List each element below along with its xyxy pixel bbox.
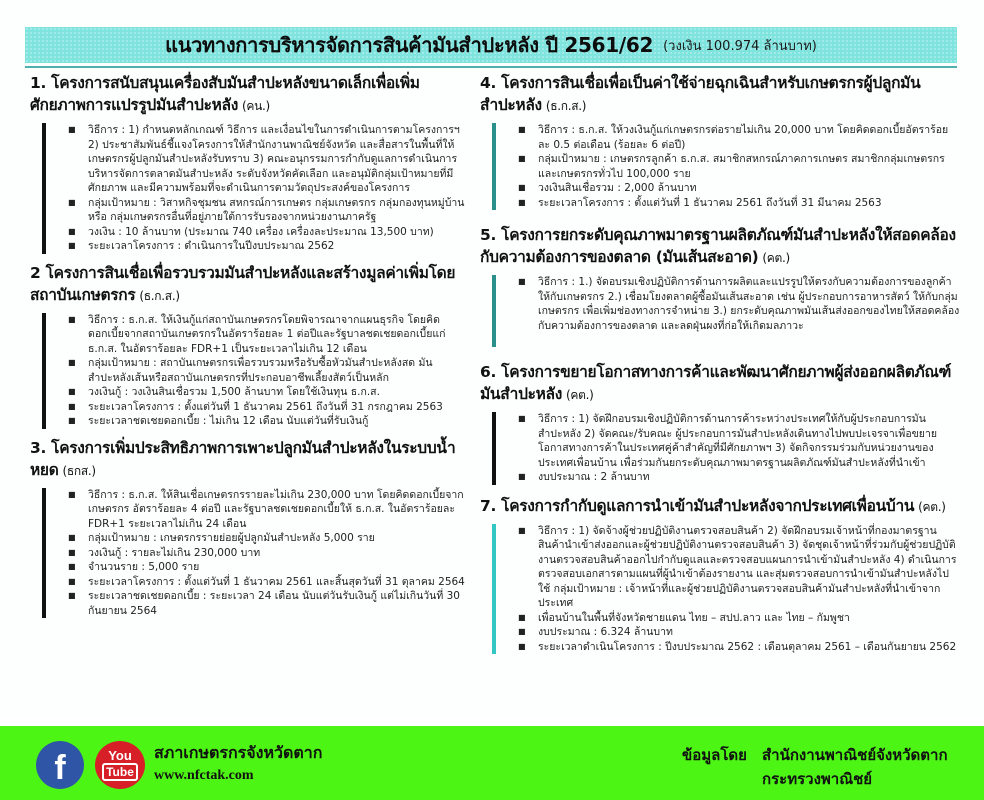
section-agency: (ธ.ก.ส.) [139,288,180,303]
bullet-text: วงเงินกู้ : รายละไม่เกิน 230,000 บาท [88,546,261,559]
bullet-icon: ■ [68,358,76,367]
list-item [68,589,472,618]
list-item [68,356,472,385]
title-banner [25,27,957,63]
facebook-icon[interactable] [36,741,84,789]
bullet-icon: ■ [518,183,526,192]
section-agency: (คต.) [762,251,790,265]
section-title [480,72,960,117]
list-item [68,488,472,532]
bullet-text: จำนวนราย : 5,000 ราย [88,561,200,573]
bullet-icon: ■ [68,547,76,557]
section-title-text: 3. โครงการเพิ่มประสิทธิภาพการเพาะปลูกมันสำปะหลังในระบบน้ำหยด [30,438,456,479]
list-item [518,181,960,196]
bullet-text: ระยะเวลาโครงการ : ตั้งแต่วันที่ 1 ธันวาคม 2561 และสิ้นสุดวันที่ 31 ตุลาคม 2564 [88,575,465,588]
bullet-text: วงเงิน : 10 ล้านบาท (ประมาณ 740 เครื่อง เครื่องละประมาณ 13,500 บาท) [88,225,434,238]
left-column [30,72,472,628]
section-title-text: 4. โครงการสินเชื่อเพื่อเป็นค่าใช้จ่ายฉุกเฉินสำหรับเกษตรกรผู้ปลูกมันสำปะหลัง [480,74,921,114]
section-2 [30,262,472,429]
bullet-text: วิธีการ : 1) กำหนดหลักเกณฑ์ วิธีการ และเงื่อนไขในการดำเนินการตามโครงการฯ 2) ประชาสัมพันธ์ชี้แจงโครงการให้สำนักงานพาณิชย์จังหวัด และสื่อสารในพื้นที่ให้เกษตรกรผู้ปลูกมันสำปะหลังรับทราบ 3) คณะอนุกรรมการกำกับดูแลการดำเนินการบริหารจัดการตลาดมันสำปะหลัง ระดับจังหวัดคัดเลือก และอนุมัติกลุ่มเป้าหมายที่มีศักยภาพ และมีความพร้อมที่จะดำเนินการตามวัตถุประสงค์ของโครงการ [88,124,460,194]
section-title [30,262,472,307]
section-agency: (คต.) [566,388,594,402]
bullet-icon: ■ [68,197,76,207]
list-item [68,531,472,546]
list-item [518,611,960,626]
bullet-text: งบประมาณ : 2 ล้านบาท [538,471,650,483]
org-website-link[interactable]: www.nfctak.com [154,768,254,783]
bullet-text: ระยะเวลาโครงการ : ดำเนินการในปีงบประมาณ 2562 [88,240,335,252]
youtube-you-text: You [108,748,132,763]
section-body [492,524,960,655]
section-title [30,437,472,482]
list-item [518,640,960,655]
bullet-icon: ■ [68,401,76,411]
bullet-text: กลุ่มเป้าหมาย : วิสาหกิจชุมชน สหกรณ์การเกษตร กลุ่มเกษตรกร กลุ่มกองทุนหมู่บ้าน หรือ กลุ่มเกษตรกรอื่นที่อยู่ภายใต้การรับรองจากหน่วยงานภาครัฐ [88,196,465,223]
bullet-icon: ■ [68,125,76,134]
bullet-icon: ■ [68,489,76,499]
section-title-text: 7. โครงการกำกับดูแลการนำเข้ามันสำปะหลังจากประเทศเพื่อนบ้าน [480,496,915,515]
section-6 [480,361,960,485]
bullet-text: ระยะเวลาดำเนินโครงการ : ปีงบประมาณ 2562 : เดือนตุลาคม 2561 – เดือนกันยายน 2562 [538,640,957,653]
section-7 [480,495,960,655]
bullet-text: เพื่อนบ้านในพื้นที่จังหวัดชายแดน ไทย – สปป.ลาว และ ไทย – กัมพูชา [538,611,850,624]
list-item [68,239,472,254]
list-item [518,470,960,485]
list-item [518,152,960,181]
list-item [68,400,472,415]
list-item [518,412,960,470]
bullet-text: วงเงินสินเชื่อรวม : 2,000 ล้านบาท [538,182,697,194]
section-agency: (คต.) [918,499,946,514]
youtube-tube-text: Tube [102,763,138,781]
bullet-icon: ■ [518,277,526,286]
section-title-text: 1. โครงการสนับสนุนเครื่องสับมันสำปะหลังขนาดเล็กเพื่อเพิ่มศักยภาพการแปรรูปมันสำปะหลัง [30,74,420,114]
section-agency: (ธกส.) [62,463,96,478]
bullet-icon: ■ [68,241,76,250]
section-body [492,275,960,347]
bullet-icon: ■ [518,641,526,651]
credit-ministry: กระทรวงพาณิชย์ [762,770,873,788]
bullet-icon: ■ [68,387,76,396]
bullet-icon: ■ [518,154,526,163]
bullet-icon: ■ [518,612,526,622]
org-name: สภาเกษตรกรจังหวัดตาก [154,743,323,762]
section-3 [30,437,472,619]
bullet-text: กลุ่มเป้าหมาย : เกษตรกรรายย่อยผู้ปลูกมันสำปะหลัง 5,000 ราย [88,532,375,544]
facebook-glyph: f [54,749,66,787]
section-title [480,224,960,269]
section-body [492,123,960,210]
credit-label: ข้อมูลโดย [682,746,747,764]
page-title: แนวทางการบริหารจัดการสินค้ามันสำปะหลัง ปี 2561/62 [165,33,654,57]
section-body [492,412,960,485]
bullet-text: งบประมาณ : 6.324 ล้านบาท [538,626,673,638]
bullet-icon: ■ [68,562,76,571]
section-title-text: 2 โครงการสินเชื่อเพื่อรวบรวมมันสำปะหลังและสร้างมูลค่าเพิ่มโดยสถาบันเกษตรกร [30,263,456,304]
budget-note: (วงเงิน 100.974 ล้านบาท) [663,38,817,54]
section-title-text: 6. โครงการขยายโอกาสทางการค้าและพัฒนาศักยภาพผู้ส่งออกผลิตภัณฑ์มันสำปะหลัง [480,363,952,403]
bullet-text: กลุ่มเป้าหมาย : เกษตรกรลูกค้า ธ.ก.ส. สมาชิกสหกรณ์ภาคการเกษตร สมาชิกกลุ่มเกษตรกรและเกษตรกรทั่วไป 100,000 ราย [538,153,945,180]
bullet-icon: ■ [68,576,76,586]
bullet-text: วิธีการ : ธ.ก.ส. ให้เงินกู้แก่สถาบันเกษตรกรโดยพิจารณาจากแผนธุรกิจ โดยคิดดอกเบี้ยจากสถาบันเกษตรกรในอัตราร้อยละ 1 ต่อปีและรัฐบาลชดเชยดอกเบี้ยแก่ ธ.ก.ส. ในอัตราร้อยละ FDR+1 เป็นระยะเวลาไม่เกิน 12 เดือน [88,313,446,355]
bullet-text: วิธีการ : ธ.ก.ส. ให้วงเงินกู้แก่เกษตรกรต่อรายไม่เกิน 20,000 บาท โดยคิดดอกเบี้ยอัตราร้อยละ 0.5 ต่อเดือน (ร้อยละ 6 ต่อปี) [538,124,949,151]
credit-office: สำนักงานพาณิชย์จังหวัดตาก [762,746,948,764]
section-4 [480,72,960,210]
list-item [68,196,472,225]
section-agency: (คน.) [242,99,270,113]
section-body [42,123,472,254]
bullet-icon: ■ [518,197,526,207]
right-column [480,72,960,664]
list-item [68,225,472,240]
section-title [480,361,960,406]
list-item [518,524,960,611]
bullet-icon: ■ [68,591,76,600]
bullet-text: วิธีการ : ธ.ก.ส. ให้สินเชื่อเกษตรกรรายละไม่เกิน 230,000 บาท โดยคิดดอกเบี้ยจากเกษตรกร อัตราร้อยละ 4 ต่อปี และรัฐบาลชดเชยดอกเบี้ยให้ ธ.ก.ส. ในอัตราร้อยละ FDR+1 ระยะเวลาไม่เกิน 24 เดือน [88,488,464,530]
section-title-text: 5. โครงการยกระดับคุณภาพมาตรฐานผลิตภัณฑ์มันสำปะหลังให้สอดคล้องกับความต้องการของตลาด (มันเส้นสะอาด) [480,226,956,266]
list-item [68,123,472,196]
section-title [480,495,960,518]
bullet-icon: ■ [68,533,76,542]
list-item [68,385,472,400]
list-item [68,414,472,429]
bullet-text: ระยะเวลาชดเชยดอกเบี้ย : ไม่เกิน 12 เดือน นับแต่วันที่รับเงินกู้ [88,415,369,427]
section-title [30,72,472,117]
bullet-text: วิธีการ : 1.) จัดอบรมเชิงปฏิบัติการด้านการผลิตและแปรรูปให้ตรงกับความต้องการของลูกค้าให้กับเกษตรกร 2.) เชื่อมโยงตลาดผู้ซื้อมันเส้นสะอาด เช่น ผู้ประกอบการอาหารสัตว์ ให้กับกลุ่มเกษตรกร เพื่อเพิ่มช่องทางการจำหน่าย 3.) ยกระดับคุณภาพมันเส้นส่งออกของไทยให้สอดคล้องกับความต้องการของตลาด และลดฝุ่นผงที่ก่อให้เกิดมลภาวะ [538,276,960,332]
bullet-icon: ■ [518,125,526,134]
bullet-icon: ■ [518,414,526,423]
list-item [68,546,472,561]
bullet-text: ระยะเวลาโครงการ : ตั้งแต่วันที่ 1 ธันวาคม 2561 ถึงวันที่ 31 มีนาคม 2563 [538,196,882,209]
bullet-icon: ■ [518,627,526,636]
bullet-icon: ■ [68,314,76,324]
title-divider [25,66,957,68]
section-agency: (ธ.ก.ส.) [545,99,587,113]
bullet-icon: ■ [68,226,76,236]
bullet-text: กลุ่มเป้าหมาย : สถาบันเกษตรกรเพื่อรวบรวมหรือรับซื้อหัวมันสำปะหลังสด มันสำปะหลังเส้นหรือสถาบันเกษตรกรที่ประกอบอาชีพเลี้ยงสัตว์เป็นหลัก [88,357,433,384]
list-item [68,313,472,357]
section-body [42,313,472,429]
bullet-icon: ■ [518,472,526,481]
section-body [42,488,472,619]
bullet-text: ระยะเวลาโครงการ : ตั้งแต่วันที่ 1 ธันวาคม 2561 ถึงวันที่ 31 กรกฎาคม 2563 [88,400,443,413]
bullet-text: วิธีการ : 1) จัดจ้างผู้ช่วยปฏิบัติงานตรวจสอบสินค้า 2) จัดฝึกอบรมเจ้าหน้าที่กองมาตรฐานสินค้านำเข้าส่งออกและผู้ช่วยปฏิบัติงานตรวจสอบสินค้า 3) จัดชุดเจ้าหน้าที่ร่วมกับผู้ช่วยปฏิบัติงานตรวจสอบสินค้าออกไปกำกับดูแลและตรวจสอบแผนการนำเข้ามันสำปะหลัง 4) ดำเนินการตรวจสอบเอกสารตามแผนที่ผู้นำเข้าต้องรายงาน และสุ่มตรวจสอบการนำเข้ามันสำปะหลังไปใช้ กลุ่มเป้าหมาย : เจ้าหน้าที่และผู้ช่วยปฏิบัติงานตรวจสอบสินค้ามันสำปะหลังที่นำเข้าจากประเทศ [538,524,957,609]
list-item [68,575,472,590]
section-1 [30,72,472,254]
list-item [518,123,960,152]
list-item [518,275,960,333]
section-5 [480,224,960,347]
bullet-icon: ■ [518,525,526,535]
bullet-icon: ■ [68,416,76,425]
list-item [518,625,960,640]
youtube-icon[interactable] [95,741,145,789]
bullet-text: วงเงินกู้ : วงเงินสินเชื่อรวม 1,500 ล้านบาท โดยใช้เงินทุน ธ.ก.ส. [88,386,380,398]
bullet-text: วิธีการ : 1) จัดฝึกอบรมเชิงปฏิบัติการด้านการค้าระหว่างประเทศให้กับผู้ประกอบการมันสำปะหลัง 2) จัดคณะ/รับคณะ ผู้ประกอบการมันสำปะหลังเดินทางไปพบปะเจรจาเพื่อขยายโอกาสทางการค้าในประเทศคู่ค้าสำคัญที่มีศักยภาพฯ 3) จัดกิจกรรมร่วมกับหน่วยงานของประเทศเพื่อนบ้าน เพื่อร่วมกันยกระดับคุณภาพมาตรฐานผลิตภัณฑ์มันสำปะหลังที่นำเข้า [538,413,938,469]
bullet-text: ระยะเวลาชดเชยดอกเบี้ย : ระยะเวลา 24 เดือน นับแต่วันรับเงินกู้ แต่ไม่เกินวันที่ 30 กันยายน 2564 [88,590,460,617]
list-item [68,560,472,575]
list-item [518,196,960,211]
